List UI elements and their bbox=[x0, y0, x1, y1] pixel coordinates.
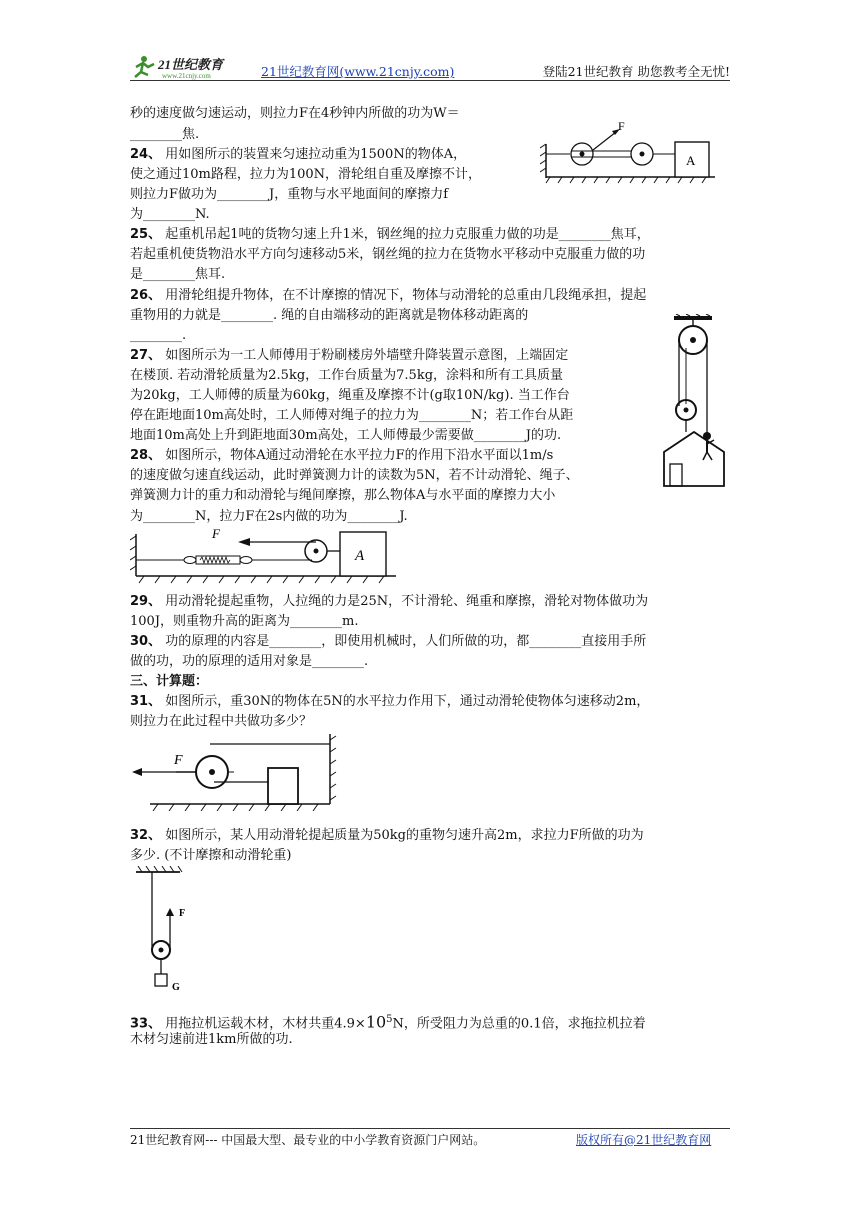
question-number: 27、 bbox=[130, 348, 162, 363]
question-text: 用如图所示的装置来匀速拉动重为1500N的物体A， bbox=[165, 147, 467, 162]
question-text: 如图所示，某人用动滑轮提起质量为50kg的重物匀速升高2m，求拉力F所做的功为 bbox=[165, 828, 644, 843]
site-link[interactable] bbox=[261, 62, 454, 80]
text-line: ________焦. bbox=[130, 127, 200, 142]
question-text: 功的原理的内容是________，即使用机械时，人们所做的功，都________直接用手所 bbox=[165, 634, 647, 649]
weight-label: G bbox=[172, 982, 180, 993]
question-number: 33、 bbox=[130, 1016, 162, 1032]
question-26 bbox=[130, 286, 646, 306]
spring-scale bbox=[184, 556, 252, 564]
footer-divider bbox=[130, 1128, 730, 1129]
question-text: 用滑轮组提升物体，在不计摩擦的情况下，物体与动滑轮的总重由几段绳承担，提起 bbox=[165, 288, 647, 303]
block bbox=[268, 768, 298, 804]
figure-31 bbox=[130, 732, 340, 812]
copyright-link[interactable]: 版权所有@21世纪教育网 bbox=[576, 1133, 712, 1147]
question-number: 26、 bbox=[130, 288, 162, 303]
question-text: 如图所示为一工人师傅用于粉刷楼房外墙壁升降装置示意图，上端固定 bbox=[165, 348, 569, 363]
question-text: 如图所示，物体A通过动滑轮在水平拉力F的作用下沿水平面以1m/s bbox=[165, 448, 554, 463]
site-link-text[interactable]: 21世纪教育网(www.21cnjy.com) bbox=[261, 64, 455, 79]
text-line: 重物用的力就是________. 绳的自由端移动的距离就是物体移动距离的 bbox=[130, 308, 529, 323]
question-text-cont: N，所受阻力为总重的0.1倍，求拖拉机拉着 bbox=[392, 1016, 646, 1032]
force-label: F bbox=[618, 119, 625, 133]
text-line: 弹簧测力计的重力和动滑轮与绳间摩擦，那么物体A与水平面的摩擦力大小 bbox=[130, 488, 556, 503]
text-line: 100J，则重物升高的距离为________m. bbox=[130, 614, 359, 629]
question-text: 起重机吊起1吨的货物匀速上升1米，钢丝绳的拉力克服重力做的功是________焦耳， bbox=[165, 227, 650, 242]
question-28 bbox=[130, 446, 553, 466]
question-text: 如图所示，重30N的物体在5N的水平拉力作用下，通过动滑轮使物体匀速移动2m， bbox=[165, 694, 650, 709]
section-heading: 三、计算题： bbox=[130, 674, 209, 689]
force-label: F bbox=[212, 528, 220, 541]
question-25 bbox=[130, 225, 650, 245]
question-32 bbox=[130, 826, 644, 846]
text-line: 地面10m高处上升到距地面30m高处，工人师傅最少需要做________J的功. bbox=[130, 428, 562, 443]
text-line: 是________焦耳. bbox=[130, 267, 226, 282]
text-line: 则拉力在此过程中共做功多少？ bbox=[130, 714, 313, 729]
text-line: 做的功，功的原理的适用对象是________. bbox=[130, 654, 369, 669]
text-line: 多少. (不计摩擦和动滑轮重) bbox=[130, 848, 292, 863]
page-header bbox=[130, 52, 730, 82]
figure-32 bbox=[134, 866, 194, 996]
exponent: 5 bbox=[386, 1014, 393, 1025]
question-number: 29、 bbox=[130, 594, 162, 609]
header-divider bbox=[130, 80, 730, 81]
question-27 bbox=[130, 346, 568, 366]
text-line: 为________N，拉力F在2s内做的功为________J. bbox=[130, 509, 408, 524]
question-number: 31、 bbox=[130, 694, 162, 709]
text-line: 秒的速度做匀速运动，则拉力F在4秒钟内所做的功为W＝ bbox=[130, 106, 460, 121]
footer-text: 21世纪教育网--- 中国最大型、最专业的中小学教育资源门户网站。 bbox=[130, 1133, 486, 1147]
text-line: 在楼顶. 若动滑轮质量为2.5kg，工作台质量为7.5kg，涂料和所有工具质量 bbox=[130, 368, 564, 383]
header-slogan: 登陆21世纪教育 助您教考全无忧! bbox=[542, 64, 730, 79]
question-number: 28、 bbox=[130, 448, 162, 463]
runner-icon bbox=[135, 56, 154, 77]
worker-icon bbox=[703, 432, 714, 460]
logo-text: 21世纪教育 bbox=[158, 57, 224, 72]
question-number: 24、 bbox=[130, 147, 162, 162]
question-number: 32、 bbox=[130, 828, 162, 843]
text-line: 若起重机使货物沿水平方向匀速移动5米，钢丝绳的拉力在货物水平移动中克服重力做的功 bbox=[130, 247, 646, 262]
force-label: F bbox=[179, 908, 186, 919]
figure-28 bbox=[130, 528, 402, 588]
question-text: 用拖拉机运载木材，木材共重4.9× bbox=[165, 1016, 366, 1032]
text-line: 木材匀速前进1km所做的功. bbox=[130, 1032, 293, 1047]
question-24 bbox=[130, 145, 466, 165]
text-line: 为20kg，工人师傅的质量为60kg，绳重及摩擦不计(g取10N/kg). 当工作台 bbox=[130, 388, 570, 403]
question-31 bbox=[130, 692, 649, 712]
question-29 bbox=[130, 592, 648, 612]
text-line: 停在距地面10m高处时，工人师傅对绳子的拉力为________N；若工作台从距 bbox=[130, 408, 574, 423]
force-label: F bbox=[174, 753, 183, 768]
site-logo bbox=[132, 54, 247, 80]
figure-27 bbox=[656, 314, 730, 490]
question-number: 30、 bbox=[130, 634, 162, 649]
weight-block bbox=[155, 974, 167, 986]
question-30 bbox=[130, 632, 646, 652]
question-number: 25、 bbox=[130, 227, 162, 242]
text-line: 的速度做匀速直线运动，此时弹簧测力计的读数为5N，若不计动滑轮、绳子、 bbox=[130, 468, 579, 483]
block-label: A bbox=[355, 548, 365, 564]
question-text: 用动滑轮提起重物，人拉绳的力是25N，不计滑轮、绳重和摩擦，滑轮对物体做功为 bbox=[165, 594, 649, 609]
text-line: 使之通过10m路程，拉力为100N，滑轮组自重及摩擦不计， bbox=[130, 167, 482, 182]
text-line: 则拉力F做功为________J，重物与水平地面间的摩擦力f bbox=[130, 187, 449, 202]
figure-24 bbox=[540, 118, 720, 184]
exponent-base: 10 bbox=[365, 1012, 387, 1032]
text-line: ________. bbox=[130, 328, 187, 343]
block-label: A bbox=[686, 153, 696, 168]
text-line: 为________N. bbox=[130, 207, 210, 222]
logo-sub: www.21cnjy.com bbox=[162, 72, 211, 80]
